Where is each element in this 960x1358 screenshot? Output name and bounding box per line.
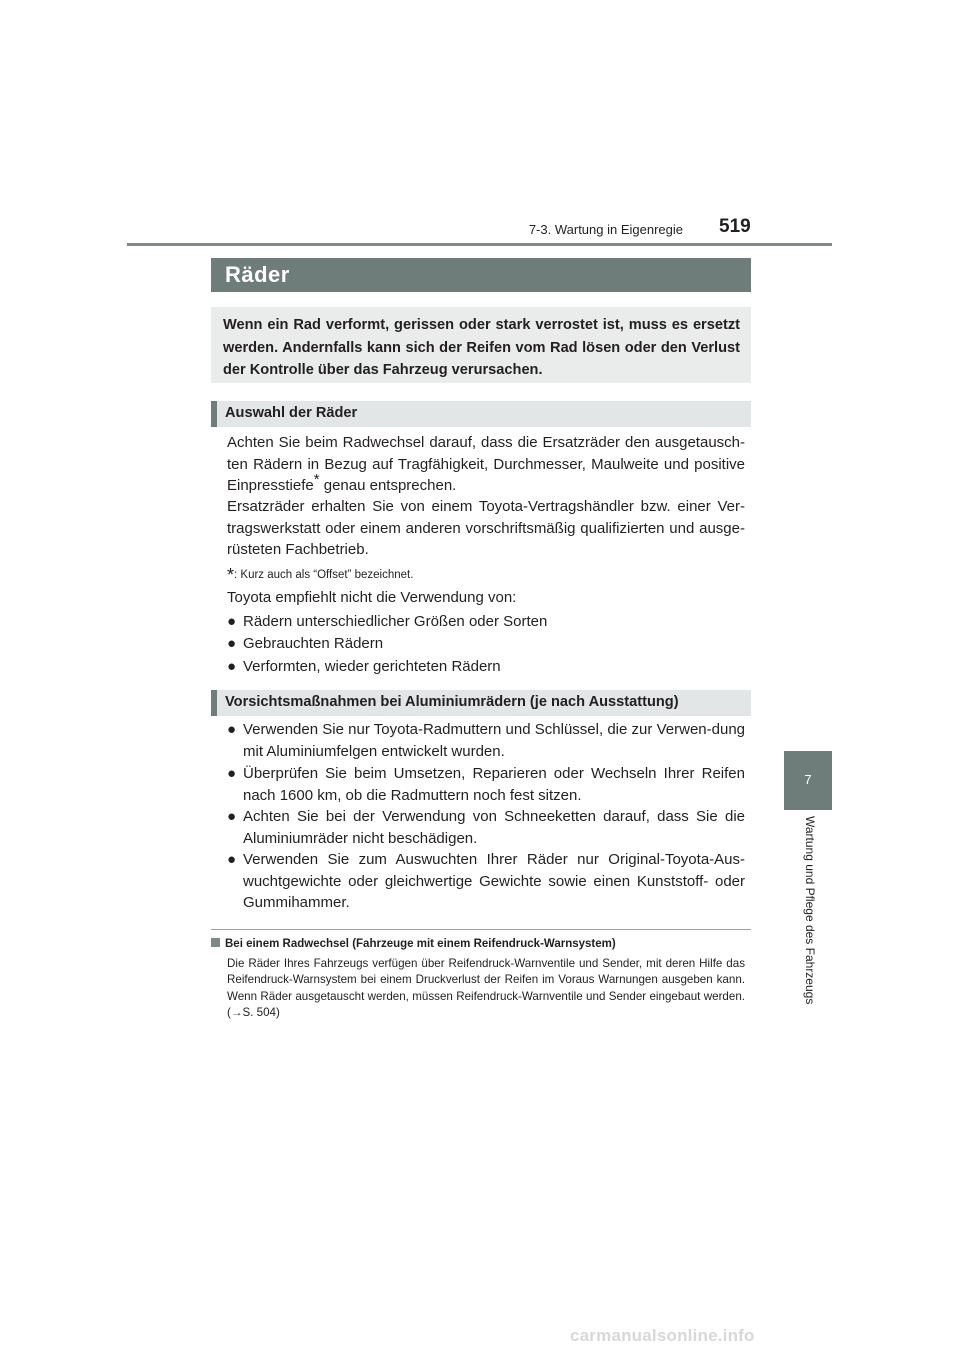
list-item-text: Verwenden Sie zum Auswuchten Ihrer Räder nur Original-Toyota-Aus-wuchtgewichte oder gleichwertige Gewichte sowie einen Kunststoff- oder Gummihammer. bbox=[243, 851, 745, 912]
list-item-text: Verformten, wieder gerichteten Rädern bbox=[243, 658, 501, 675]
paragraph-text: Achten Sie beim Radwechsel darauf, dass die Ersatzräder den ausgetausch-ten Rädern in Bezug auf Tragfähigkeit, Durchmesser, Maulweite und positive Einpresstiefe bbox=[227, 434, 745, 495]
note-heading bbox=[211, 938, 616, 950]
list-item bbox=[227, 633, 745, 655]
bullet-icon: ● bbox=[227, 613, 237, 630]
intro-warning-box: Wenn ein Rad verformt, gerissen oder stark verrostet ist, muss es ersetzt werden. Andernfalls kann sich der Reifen vom Rad lösen oder den Verlust der Kontrolle über das Fahrzeug verursachen. bbox=[211, 307, 751, 383]
section-heading-text: Auswahl der Räder bbox=[225, 405, 358, 421]
square-bullet-icon bbox=[211, 938, 220, 947]
list-item-text: Gebrauchten Rädern bbox=[243, 635, 384, 652]
watermark: carmanualsonline.info bbox=[570, 1326, 755, 1345]
page-number: 519 bbox=[719, 216, 751, 237]
list-item bbox=[227, 611, 745, 633]
header-divider bbox=[127, 243, 832, 246]
bullet-icon: ● bbox=[227, 658, 237, 675]
note-text: Die Räder Ihres Fahrzeugs verfügen über Reifendruck-Warnventile und Sender, mit deren Hilfe das Reifendruck-Warnsystem bei einem Druckverlust der Reifen im Voraus Warnungen ausgeben kann. Wenn Räder ausgetauscht werden, müssen Reifendruck-Warnventile und Sender eingebaut werden. (→S. 504) bbox=[227, 957, 745, 1020]
bullet-icon: ● bbox=[227, 765, 237, 782]
chapter-label: Wartung und Pflege des Fahrzeugs bbox=[803, 816, 817, 1005]
section-accent bbox=[211, 401, 217, 427]
section-divider bbox=[211, 929, 751, 930]
footnote-asterisk: * bbox=[227, 565, 235, 585]
section-heading-aluminium-precautions bbox=[211, 690, 751, 716]
section-accent bbox=[211, 690, 217, 716]
list-item bbox=[227, 719, 745, 762]
list-item bbox=[227, 656, 745, 678]
list-item-text: Überprüfen Sie beim Umsetzen, Reparieren oder Wechseln Ihrer Reifen nach 1600 km, ob die Radmuttern noch fest sitzen. bbox=[243, 765, 745, 804]
page-title: Räder bbox=[225, 262, 290, 287]
page-title-bar bbox=[211, 258, 751, 292]
wheel-selection-paragraph bbox=[227, 432, 745, 497]
list-item-text: Rädern unterschiedlicher Größen oder Sorten bbox=[243, 613, 548, 630]
footnote bbox=[227, 565, 413, 586]
section-heading-text: Vorsichtsmaßnahmen bei Aluminiumrädern (je nach Ausstattung) bbox=[225, 694, 679, 710]
bullet-icon: ● bbox=[227, 808, 237, 825]
footnote-text: : Kurz auch als “Offset” bezeichnet. bbox=[234, 569, 414, 581]
section-heading-wheel-selection bbox=[211, 401, 751, 427]
bullet-icon: ● bbox=[227, 721, 237, 738]
bullet-icon: ● bbox=[227, 635, 237, 652]
asterisk-marker: * bbox=[313, 471, 320, 489]
note-heading-text: Bei einem Radwechsel (Fahrzeuge mit einem Reifendruck-Warnsystem) bbox=[225, 938, 616, 950]
bullet-icon: ● bbox=[227, 851, 237, 868]
list-item-text: Verwenden Sie nur Toyota-Radmuttern und Schlüssel, die zur Verwen-dung mit Aluminiumfelgen entwickelt wurden. bbox=[243, 721, 745, 760]
list-item bbox=[227, 849, 745, 914]
chapter-number: 7 bbox=[804, 772, 812, 787]
list-item bbox=[227, 763, 745, 806]
list-item bbox=[227, 806, 745, 849]
recommendation-text: Toyota empfiehlt nicht die Verwendung von: bbox=[227, 589, 517, 606]
list-item-text: Achten Sie bei der Verwendung von Schneeketten darauf, dass Sie die Aluminiumräder nicht beschädigen. bbox=[243, 808, 745, 847]
paragraph-text-end: genau entsprechen. bbox=[319, 477, 457, 495]
dealer-paragraph: Ersatzräder erhalten Sie von einem Toyota-Vertragshändler bzw. einer Ver-tragswerkstatt oder einem anderen vorschriftsmäßig qualifizierten und ausge-rüsteten Fachbetrieb. bbox=[227, 498, 745, 559]
chapter-tab[interactable] bbox=[784, 751, 832, 810]
section-label: 7-3. Wartung in Eigenregie bbox=[528, 222, 683, 237]
